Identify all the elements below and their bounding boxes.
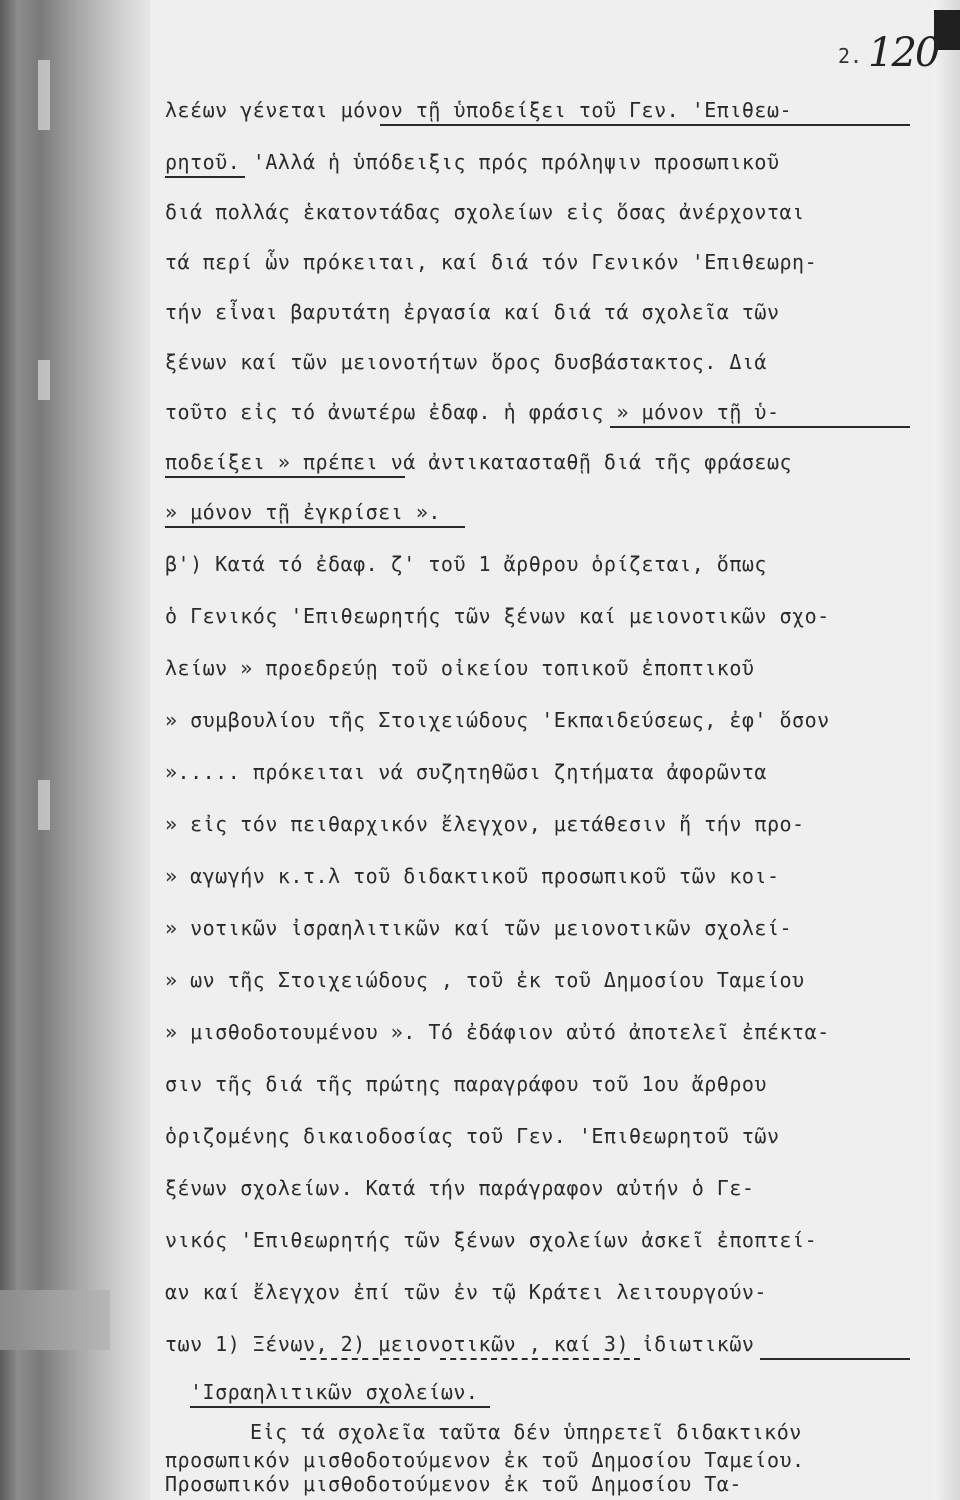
text-line: » αγωγήν κ.τ.λ τοῦ διδακτικοῦ προσωπικοῦ τῶν κοι- xyxy=(165,864,780,888)
binding-shadow xyxy=(0,0,150,1500)
text-line: Προσωπικόν μισθοδοτούμενον ἐκ τοῦ Δημοσίου Τα- xyxy=(165,1472,742,1496)
text-line: ξένων σχολείων. Κατά τήν παράγραφον αὐτήν ὁ Γε- xyxy=(165,1176,755,1200)
text-line: » μόνον τῇ ἐγκρίσει ». xyxy=(165,500,441,524)
text-line: ξένων καί τῶν μειονοτήτων ὅρος δυσβάστακτος. Διά xyxy=(165,350,767,374)
text-line: νικός 'Επιθεωρητής τῶν ξένων σχολείων ἀσκεῖ ἐποπτεί- xyxy=(165,1228,818,1252)
underline xyxy=(165,476,405,478)
text-line: ρητοῦ. 'Αλλά ἡ ὑπόδειξις πρός πρόληψιν προσωπικοῦ xyxy=(165,150,780,174)
text-line: λείων » προεδρεύῃ τοῦ οἰκείου τοπικοῦ ἐποπτικοῦ xyxy=(165,656,755,680)
text-line: αν καί ἔλεγχον ἐπί τῶν ἐν τῷ Κράτει λειτουργούν- xyxy=(165,1280,767,1304)
text-line: τοῦτο εἰς τό ἀνωτέρω ἐδαφ. ἡ φράσις » μόνον τῇ ὑ- xyxy=(165,400,780,424)
underline xyxy=(190,1406,490,1408)
text-line: »..... πρόκειται νά συζητηθῶσι ζητήματα ἀφορῶντα xyxy=(165,760,767,784)
text-line: λεέων γένεται μόνον τῇ ὑποδείξει τοῦ Γεν. 'Επιθεω- xyxy=(165,98,793,122)
text-line: των 1) Ξένων, 2) μειονοτικῶν , καί 3) ἰδιωτικῶν xyxy=(165,1332,755,1356)
underline xyxy=(165,176,245,178)
text-line: τήν εἶναι βαρυτάτη ἐργασία καί διά τά σχολεῖα τῶν xyxy=(165,300,780,324)
underline xyxy=(440,1358,640,1360)
archive-tab xyxy=(0,1290,110,1350)
underline xyxy=(165,526,465,528)
text-line: 'Ισραηλιτικῶν σχολείων. xyxy=(190,1380,479,1404)
text-line: σιν τῆς διά τῆς πρώτης παραγράφου τοῦ 1ου ἄρθρου xyxy=(165,1072,767,1096)
text-line: Εἰς τά σχολεῖα ταῦτα δέν ὑπηρετεῖ διδακτικόν xyxy=(250,1420,802,1444)
text-line: » συμβουλίου τῆς Στοιχειώδους 'Εκπαιδεύσεως, ἐφ' ὅσον xyxy=(165,708,830,732)
text-line: διά πολλάς ἑκατοντάδας σχολείων εἰς ὅσας ἀνέρχονται xyxy=(165,200,805,224)
binding-mark xyxy=(38,60,50,130)
binding-mark xyxy=(38,780,50,830)
text-line: ὁριζομένης δικαιοδοσίας τοῦ Γεν. 'Επιθεωρητοῦ τῶν xyxy=(165,1124,780,1148)
page-edge xyxy=(934,0,960,1500)
page-number: 2. xyxy=(838,44,863,68)
text-line: ὁ Γενικός 'Επιθεωρητής τῶν ξένων καί μειονοτικῶν σχο- xyxy=(165,604,830,628)
underline xyxy=(300,1358,420,1360)
text-line: » ων τῆς Στοιχειώδους , τοῦ ἐκ τοῦ Δημοσίου Ταμείου xyxy=(165,968,805,992)
underline xyxy=(610,426,910,428)
handwritten-page-number: 120 xyxy=(868,30,939,76)
text-line: » μισθοδοτουμένου ». Τό ἐδάφιον αὐτό ἀποτελεῖ ἐπέκτα- xyxy=(165,1020,830,1044)
text-line: » νοτικῶν ἰσραηλιτικῶν καί τῶν μειονοτικῶν σχολεί- xyxy=(165,916,793,940)
underline xyxy=(380,124,910,126)
text-line: ποδείξει » πρέπει νά ἀντικατασταθῇ διά τῆς φράσεως xyxy=(165,450,793,474)
text-line: τά περί ὧν πρόκειται, καί διά τόν Γενικόν 'Επιθεωρη- xyxy=(165,250,818,274)
text-line: προσωπικόν μισθοδοτούμενον ἐκ τοῦ Δημοσίου Ταμείου. xyxy=(165,1448,805,1472)
text-line: β') Κατά τό ἐδαφ. ζ' τοῦ 1 ἄρθρου ὁρίζεται, ὅπως xyxy=(165,552,767,576)
underline xyxy=(760,1358,910,1360)
text-line: » εἰς τόν πειθαρχικόν ἔλεγχον, μετάθεσιν ἤ τήν προ- xyxy=(165,812,805,836)
binding-mark xyxy=(38,360,50,400)
